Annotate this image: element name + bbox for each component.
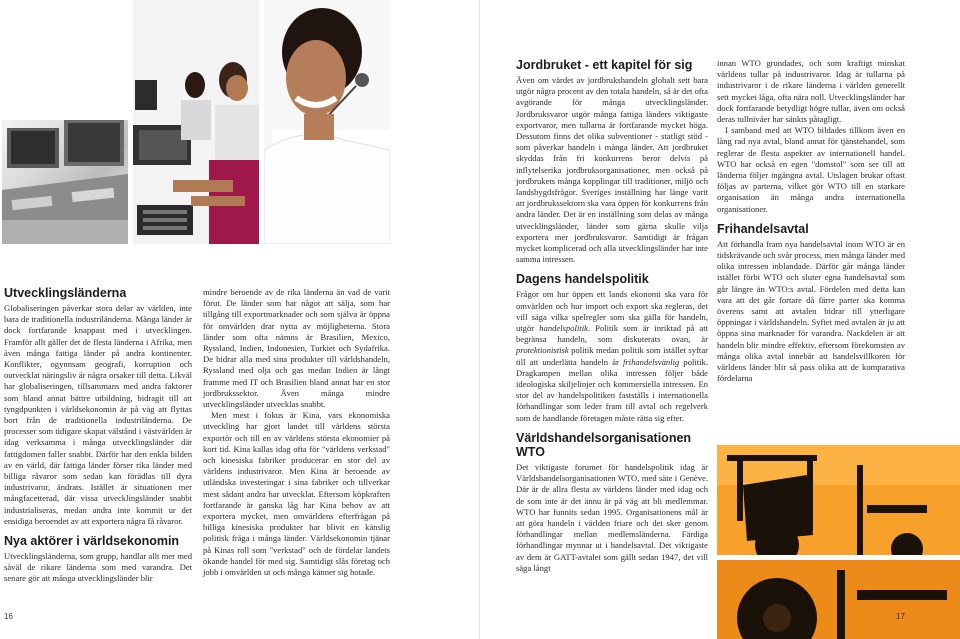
text-run: politik. Dragkampen mellan olika intressen följer både ideologiska skiljelinjer och kommersiella intressen. En stor del av handelspolitiken fastställs i internationella förhandlingar som leder fram till avtal och regelverk som de handlande företagen måste rätta sig efter. xyxy=(516,356,708,423)
text-run: politik medan politik som istället syftar till att underlätta handeln är xyxy=(516,345,708,367)
paragraph: Men mest i fokus är Kina, vars ekonomiska utveckling har gjort landet till världens största exportör och till en av världens största ekonomier på kort tid. Kina kallas idag ofta för "världens verkstad" och kinesiska fabriker producerar en stor del av världens industrivaror. Men Kina är beroende av utländska investeringar i sina fabriker och tillverkar mest sådant andra har utvecklat. Eftersom köpkraften fortfarande är ganska låg har Kina behov av att exportera mycket, men omvärldens efterfrågan på billiga kinesiska produkter har blivit en känslig politisk fråga i många länder. Världsekonomin tjänar på Kinas roll som "verkstad" och de fördelar landets ökande handel för med sig. Samtidigt slås företag och jobb i omvärlden ut och många känner sig hotade. xyxy=(203,410,390,578)
paragraph: Det viktigaste forumet för handelspolitik idag är Världshandelsorganisationen WTO, med säte i Genève. Där är de allra flesta av världens länder med idag och de som inte är det ännu är på väg att bli medlemmar. WTO har funnits sedan 1995. Organisationens mål är att göra handeln i världen friare och det sker genom förhandlingar mellan medlemsländerna. Färdiga förhandlingar mynnar ut i handelsavtal. Det viktigaste av dem är GATT-avtalet som gällt sedan 1947, det vill säga långt xyxy=(516,461,708,573)
text-column-1 xyxy=(4,286,192,585)
heading-frihandelsavtal: Frihandelsavtal xyxy=(717,221,809,236)
text-column-3 xyxy=(516,58,708,574)
heading-wto: Världshandelsorganisationen WTO xyxy=(516,430,692,459)
text-run: Frågor om hur öppen ett lands ekonomi ska vara för omvärlden och hur import och export ska regleras, det vill säga vilka spelregler som ska gälla för handeln, utgör xyxy=(516,289,708,334)
text-column-4 xyxy=(717,58,905,384)
text-column-2 xyxy=(203,287,390,578)
heading-dagens-handelspolitik: Dagens handelspolitik xyxy=(516,272,649,287)
paragraph: Utvecklingsländerna, som grupp, handlar allt mer med såväl de rikare länderna som med varandra. Det senare gör att många utvecklingsländer blir xyxy=(4,551,192,584)
heading-jordbruket: Jordbruket - ett kapitel för sig xyxy=(516,58,693,72)
emphasis-term: frihandelsvänlig xyxy=(622,356,680,367)
paragraph: Att förhandla fram nya handelsavtal inom WTO är en tidskrävande och svår process, men många länder med olika intressen inblandade. Därför går många länder istället förbi WTO och sluter egna handelsavtal som går längre än WTO:s avtal. Fördelen med detta kan vara att det går fortare då färre parter ska komma överens samt att avtalen bidrar till ytterligare öppningar i världshandeln. Syftet med avtalen är ju att öppna sina marknader för varandra. Nackdelen är att handeln blir mindre effektiv, eftersom förekomsten av många olika avtal innebär att handelsvillkoren för världens länder blir så pass olika att de komparativa fördelarna xyxy=(717,238,905,384)
page-number-left: 16 xyxy=(4,612,13,621)
paragraph: mindre beroende av de rika länderna än vad de varit förut. De länder som har något att sälja, som har tillgång till exportmarknader och som själva är öppna för omvärlden drar nytta av möjligheterna. Stora länder som ofta nämns är Brasilien, Mexico, Ryssland, Indien, Indonesien, Turkiet och Sydafrika. De bidrar alla med sina produkter till världshandeln, Ryssland med olja och gas medan Indien är långt framme med IT och Brasilien bland annat har en stor jordbrukssektor. Även många mindre utvecklingsländer utvecklas snabbt. xyxy=(203,287,390,410)
emphasis-term: handelspolitik xyxy=(539,323,588,334)
tractor-sunset-photo xyxy=(717,445,960,555)
paragraph: Även om värdet av jordbrukshandeln globalt sett bara utgör några procent av den totala handeln, så är det ofta avgörande för många utvecklingsländer. Jordbruksvaror utgör många fattiga länders viktigaste exportvaror, men tullarna är fortfarande mycket höga. Dessutom finns det olika subventioner - statligt stöd - som påverkar handeln i många länder. Att jordbruket skyddas från fri konkurrens beror delvis på inflytelserika jordbruksorganisationer, men också på jordbrukets många kopplingar till traditioner, miljö och landsbygdsfrågor. Sveriges inställning har länge varit att jordbrukssektorn ska vara öppen för konkurrens från andra länder. Det är en inställning som delas av många utvecklingsländer, länder som gärna skulle vilja exportera mer jordbruksvaror. Samtidigt är frågan mycket komplicerad och alla utvecklingsländer har inte samma intressen. xyxy=(516,75,708,265)
paragraph: Globaliseringen påverkar stora delar av världen, inte bara de traditionella industriländerna. Många länder är dock fortfarande knappast med i utvecklingen. Framför allt gäller det de flesta länderna i Afrika, men även många fattiga länder på andra kontinenter. Konflikter, ogynnsam geografi, korruption och outvecklat näringsliv är några orsaker till detta. Likväl har globaliseringen, tillsammans med andra faktorer som bland annat bättre utbildning, bidragit till att tyngdpunkten i världsekonomin är på väg att flyttas bort från de traditionella industriländerna. De processer som tidigare skapat välstånd i västvärlden är idag verksamma i många utvecklingsländer där fattigdomen faller snabbt. Därför har den enkla bilden av en värld, där fattiga länder förser rika länder med billiga råvaror som sedan kan förädlas till dyra industrivaror, ändrats. Istället är situationen mer mångfacetterad, där vissa utvecklingsländer snabbt industrialiseras, medan andra inte kommit ur det ensidiga beroendet av att exportera några få råvaror. xyxy=(4,303,192,526)
heading-nya-aktorer: Nya aktörer i världsekonomin xyxy=(4,534,180,549)
page-number-right: 17 xyxy=(896,612,905,621)
call-center-photo xyxy=(133,0,259,244)
heading-utvecklingslanderna: Utvecklingsländerna xyxy=(4,286,127,300)
text-run: . Politik som är inriktad på att begränsa handeln, som diskuterats ovan, är xyxy=(516,323,708,345)
paragraph xyxy=(516,289,708,423)
headset-woman-photo xyxy=(264,0,390,244)
paragraph: innan WTO grundades, och som kraftigt minskat världens tullar på industrivaror. Idag är tullarna på industrivaror i de rikare länderna i världen generellt sett mycket låga, ofta nära noll. Utvecklingsländer har dock fortfarande betydligt högre tullar, även om också deras tullnivåer har sänkts påtagligt. xyxy=(717,58,905,125)
tractor-wheel-photo xyxy=(717,560,960,639)
office-computers-photo xyxy=(2,120,128,244)
emphasis-term: protektionistisk xyxy=(516,345,569,356)
paragraph: I samband med att WTO bildades tillkom även en lång rad nya avtal, bland annat för tjänstehandel, som reglerar de flesta aspekter av internationell handel. WTO har också en egen "domstol" som ser till att länderna följer ingångna avtal. Utslagen brukar oftast följas av parterna, vilket gör WTO till en starkare organisation än många andra internationella organisationer. xyxy=(717,125,905,214)
